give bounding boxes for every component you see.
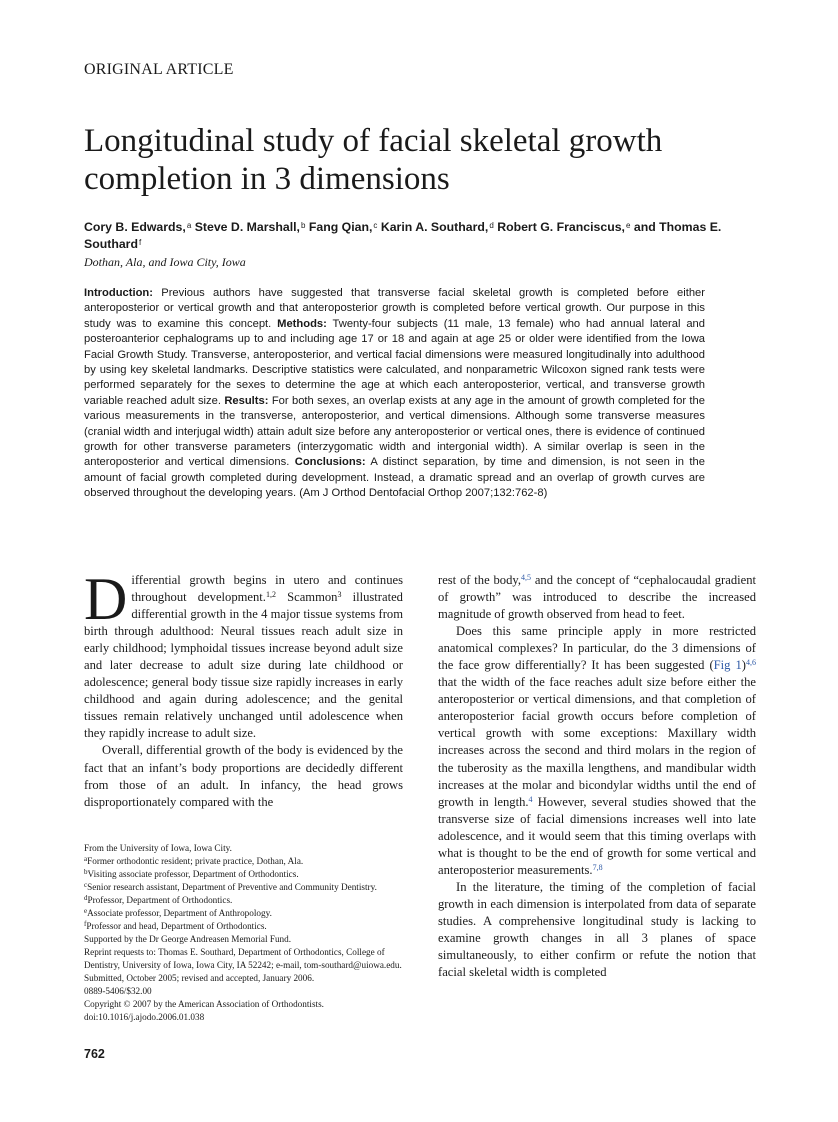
reference-link[interactable]: 4,6 bbox=[746, 658, 756, 668]
footnote: $^c$Senior research assistant, Department of Preventive and Community Dentistry. bbox=[84, 881, 377, 892]
drop-cap: D bbox=[84, 566, 128, 632]
abstract-results-label: Results: bbox=[224, 394, 269, 407]
body-text: Does this same principle apply in more restricted anatomical complexes? In particular, do the 3 dimensions of the face grow differentially? It has been suggested ( bbox=[438, 624, 756, 673]
footnote: $^e$Associate professor, Department of Anthropology. bbox=[84, 907, 272, 918]
section-label: ORIGINAL ARTICLE bbox=[84, 61, 234, 78]
reference-mark: 1,2 bbox=[265, 590, 276, 600]
affiliation-mark: e bbox=[625, 221, 631, 230]
footnote: $^a$Former orthodontic resident; private practice, Dothan, Ala. bbox=[84, 855, 304, 866]
affiliation-mark: c bbox=[373, 221, 378, 230]
author-list bbox=[84, 219, 734, 253]
body-text: rest of the body, bbox=[438, 573, 522, 587]
body-paragraph: In the literature, the timing of the completion of facial growth in each dimension is interpolated from data of separate studies. A comprehensive longitudinal study is lacking to examine growth changes in all 3 planes of space simultaneously, to either confirm or refute the notion that facial skeletal width is completed bbox=[438, 879, 756, 980]
author-name: Steve D. Marshall, bbox=[194, 220, 300, 234]
page-number: 762 bbox=[84, 1047, 105, 1061]
author-location: Dothan, Ala, and Iowa City, Iowa bbox=[84, 255, 246, 269]
abstract bbox=[84, 286, 705, 502]
body-text: However, several studies showed that the transverse size of facial dimensions increases well into late adolescence, and it would seem that this timing overlaps with what is thought to be the end of growth for some vertical and anteroposterior measurements. bbox=[438, 794, 756, 877]
body-text: that the width of the face reaches adult size before either the anteroposterior or vertical dimensions, and that completion of anteroposterior facial growth occurs before completion of vertical growth with some exceptions: Maxillary width increases across the second and third molars in the region of the tuberosity as the maxilla lengthens, and mandibular width increases at the molar and bicondylar widths until the end of growth in length. bbox=[438, 675, 756, 809]
reference-mark: 3 bbox=[337, 590, 342, 600]
reference-link[interactable]: 4 bbox=[528, 794, 533, 804]
reference-link[interactable]: 4,5 bbox=[521, 573, 532, 582]
body-paragraph bbox=[84, 566, 403, 742]
author-name: Cory B. Edwards, bbox=[84, 220, 186, 234]
footnote: Supported by the Dr George Andreasen Memorial Fund. bbox=[84, 934, 292, 944]
body-paragraph: Overall, differential growth of the body is evidenced by the fact that an infant’s body proportions are decidedly different from those of an adult. In infancy, the head grows disproportionately compared with the bbox=[84, 743, 403, 809]
author-name: and Thomas E. Southard bbox=[84, 220, 722, 251]
affiliation-mark: f bbox=[138, 238, 142, 247]
body-text: ) bbox=[741, 658, 746, 673]
abstract-methods-text: Twenty-four subjects (11 male, 13 female) who had annual lateral and posteroanterior cephalograms up to and including age 17 or 18 and again at age 25 or older were identified from the Iowa Facial Growth Study. Transverse, anteroposterior, and vertical facial dimensions were measured longitudinally into adulthood by using key skeletal landmarks. Descriptive statistics were calculated, and nonparametric Wilcoxon signed rank tests were performed separately for the sexes to determine the age at which each anteroposterior, vertical, and transverse growth variable reached adult size. bbox=[84, 317, 705, 407]
footnote: doi:10.1016/j.ajodo.2006.01.038 bbox=[84, 1012, 205, 1022]
article-title: Longitudinal study of facial skeletal growth completion in 3 dimensions bbox=[84, 123, 663, 197]
figure-link[interactable]: Fig 1 bbox=[713, 658, 742, 673]
body-text: Scammon bbox=[275, 590, 338, 605]
author-name: Fang Qian, bbox=[308, 220, 373, 234]
affiliation-mark: a bbox=[186, 221, 192, 230]
body-paragraph bbox=[438, 572, 756, 623]
abstract-conclusions-text: A distinct separation, by time and dimension, is not seen in the amount of facial growth completed during development. Instead, a dramatic spread and an overlap of growth curves are observed throughout the developing years. (Am J Orthod Dentofacial Orthop 2007;132:762-8) bbox=[84, 456, 705, 500]
footnote: $^d$Professor, Department of Orthodontics. bbox=[84, 894, 233, 905]
affiliation-mark: d bbox=[489, 221, 494, 230]
author-name: Karin A. Southard, bbox=[380, 220, 489, 234]
author-name: Robert G. Franciscus, bbox=[497, 220, 625, 234]
abstract-results-text: For both sexes, an overlap exists at any age in the amount of growth completed for the various measurements in the transverse, anteroposterior, and vertical dimensions. Although some transverse measures (cranial width and interjugal width) attain adult size before any anteroposterior or vertical ones, there is evidence of continued growth for other transverse parameters (interzygomatic width and intergonial width). A similar overlap is seen in the anteroposterior and vertical dimensions. bbox=[84, 394, 705, 469]
footnote: $^f$Professor and head, Department of Orthodontics. bbox=[84, 920, 267, 931]
body-column-right bbox=[438, 572, 756, 981]
footnotes bbox=[84, 842, 406, 1024]
footnote: Copyright © 2007 by the American Association of Orthodontists. bbox=[84, 999, 324, 1009]
footnote: Submitted, October 2005; revised and accepted, January 2006. bbox=[84, 973, 315, 983]
reference-link[interactable]: 7,8 bbox=[592, 862, 603, 872]
footnote: Reprint requests to: Thomas E. Southard, Department of Orthodontics, College of Dentistry, University of Iowa, Iowa City, IA 52242; e-mail, tom-southard@uiowa.edu. bbox=[84, 947, 402, 970]
body-column-left bbox=[84, 566, 403, 811]
body-text: and the concept of “cephalocaudal gradient of growth” was introduced to describe the increased magnitude of growth observed from head to feet. bbox=[438, 573, 757, 622]
abstract-intro-label: Introduction: bbox=[84, 287, 153, 299]
abstract-intro-text: Previous authors have suggested that transverse facial skeletal growth is completed before either anteroposterior or vertical growth and that anteroposterior growth is completed before vertical growth. Our purpose in this study was to examine this concept. bbox=[84, 287, 705, 330]
body-text: ifferential growth begins in utero and continues throughout development. bbox=[131, 573, 403, 605]
body-paragraph bbox=[438, 623, 756, 879]
abstract-methods-label: Methods: bbox=[277, 317, 327, 330]
footnote: $^b$Visiting associate professor, Department of Orthodontics. bbox=[84, 868, 299, 879]
footnote: 0889-5406/$32.00 bbox=[84, 986, 152, 996]
abstract-conclusions-label: Conclusions: bbox=[294, 456, 366, 469]
affiliation-mark: b bbox=[300, 221, 306, 230]
footnote: From the University of Iowa, Iowa City. bbox=[84, 843, 232, 853]
body-text: illustrated differential growth in the 4 major tissue systems from birth through adulthood: Neural tissues reach adult size in early childhood; lymphoidal tissues increase beyond adult size and later decrease to adult size during late childhood or adolescence; general body tissue size rapidly increases in early childhood and again during adolescence; and the genital tissues remain relatively unchanged until adolescence when they rapidly increase to adult size. bbox=[84, 590, 403, 741]
